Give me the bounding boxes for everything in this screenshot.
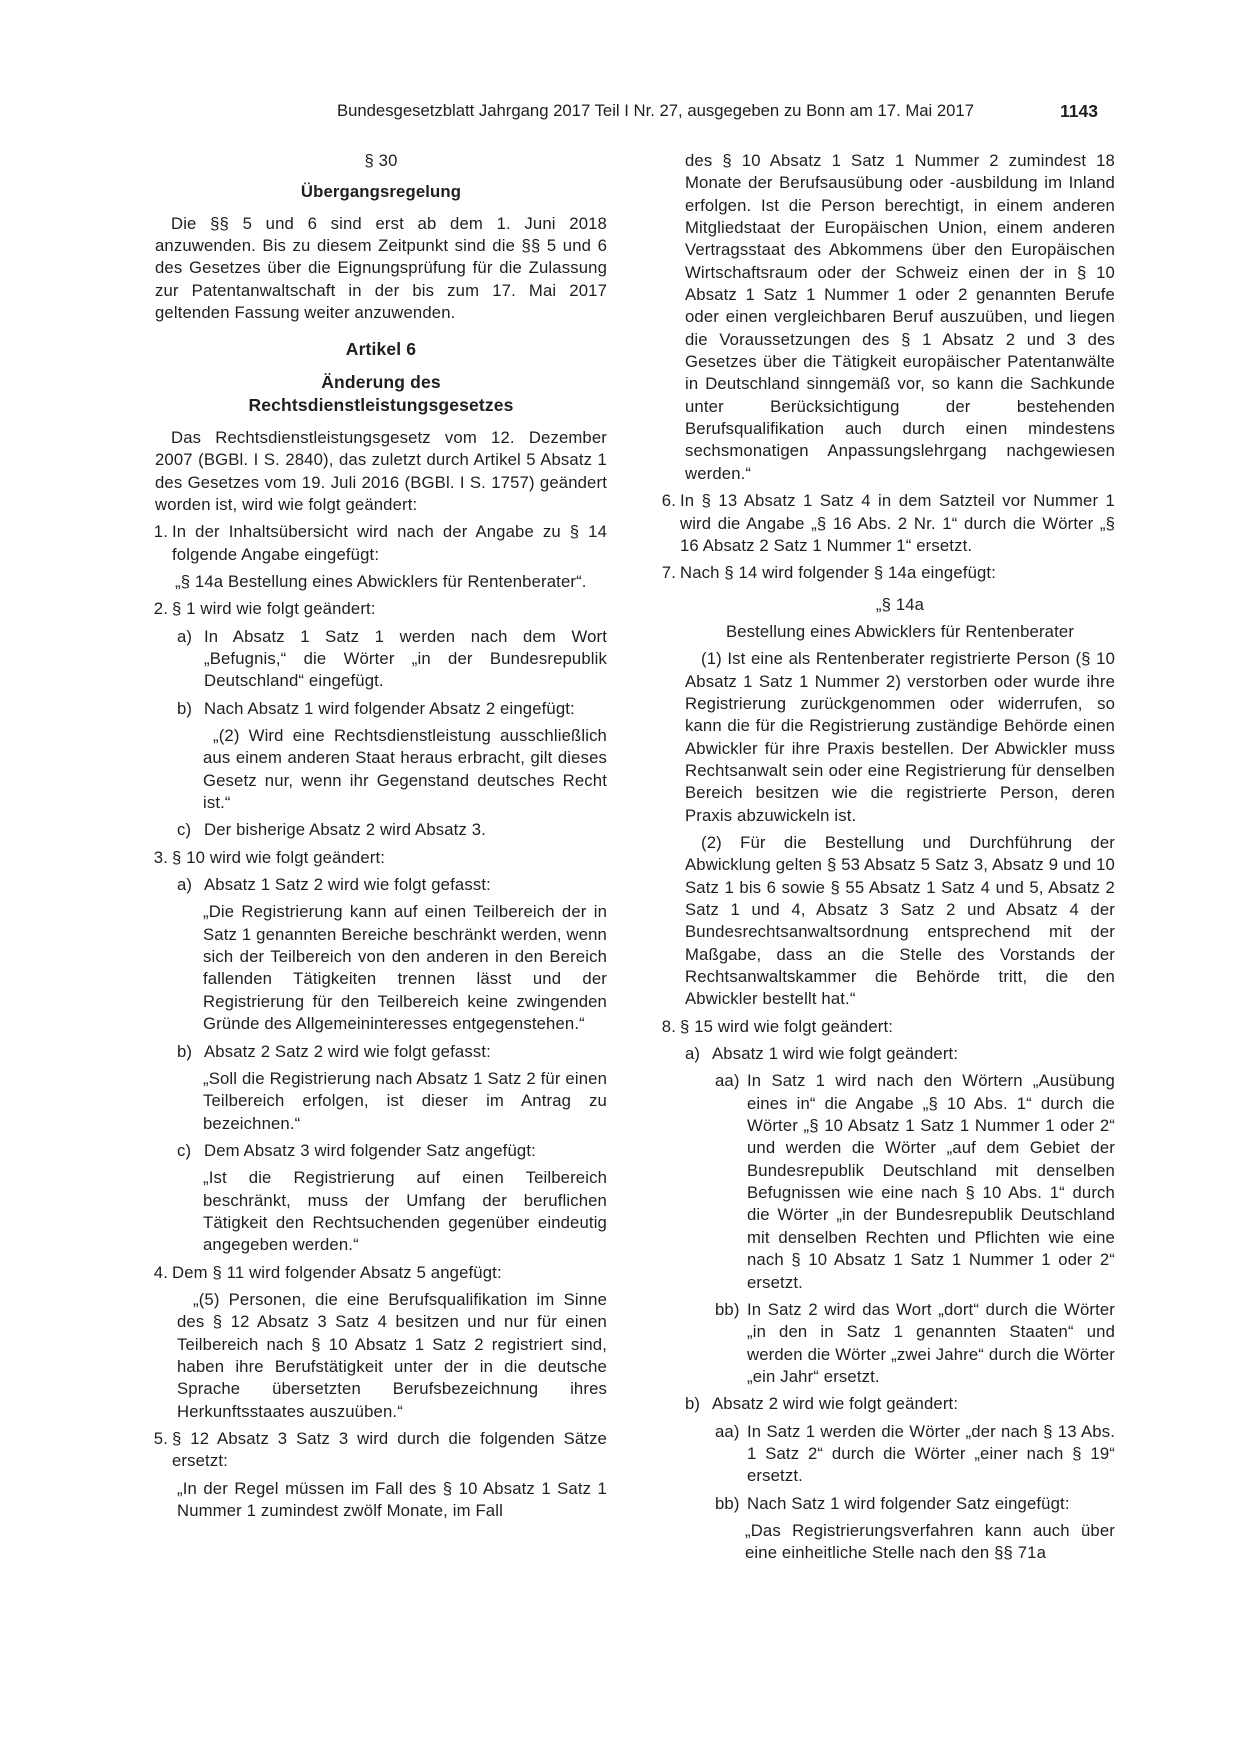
section-30-title: Übergangsregelung (300, 182, 462, 202)
item-2b-quote: „(2) Wird eine Rechtsdienstleistung ausschließlich aus einem anderen Staat heraus erbracht, gilt dieses Gesetz nur, wenn ihr Gegenstand deutsches Recht ist.“ (203, 726, 607, 813)
item-text: Dem § 11 wird folgender Absatz 5 angefügt: (172, 1262, 502, 1282)
running-head: Bundesgesetzblatt Jahrgang 2017 Teil I Nr. 27, ausgegeben zu Bonn am 17. Mai 2017 (336, 101, 974, 120)
item-text: In Satz 1 werden die Wörter „der nach § 13 Abs. 1 Satz 2“ durch die Wörter „einer nach § 19“ ersetzt. (747, 1421, 1115, 1486)
list-item-8a (663, 1043, 1115, 1065)
item-5-quote-continued: des § 10 Absatz 1 Satz 1 Nummer 2 zumindest 18 Monate der Berufsausübung oder -ausbildung im Inland erfolgen. Ist die Person berechtigt, in einem anderen Mitgliedstaat der Europäischen Union, einem anderen Vertragsstaat des Abkommens über den Europäischen Wirtschaftsraum oder der Schweiz einen der in § 10 Absatz 1 Satz 1 Nummer 1 oder 2 genannten Berufe oder einen vergleichbaren Beruf auszuüben, und liegen die Voraussetzungen des § 1 Absatz 2 und 3 des Gesetzes über die Tätigkeit europäischer Patentanwälte in Deutschland sinngemäß vor, so kann die Sachkunde unter Berücksichtigung der bestehenden Berufsqualifikation auch durch einen mindestens sechsmonatigen Anpassungslehrgang nachgewiesen werden.“ (685, 151, 1115, 483)
item-text: Nach Satz 1 wird folgender Satz eingefügt: (747, 1493, 1070, 1513)
item-letter: b) (685, 1394, 701, 1414)
item-text: In § 13 Absatz 1 Satz 4 in dem Satzteil vor Nummer 1 wird die Angabe „§ 16 Abs. 2 Nr. 1“ durch die Wörter „§ 16 Absatz 2 Satz 1 Nummer 1“ ersetzt. (680, 491, 1115, 555)
running-header (148, 100, 1098, 130)
list-item-8a-bb (663, 1299, 1115, 1388)
list-item-8 (663, 1016, 1115, 1038)
list-item-1 (155, 521, 607, 566)
article-6-title: Artikel 6 (345, 339, 417, 360)
item-number: 7. (661, 563, 676, 583)
item-number: 3. (153, 847, 168, 867)
item-sub-letter: aa) (715, 1071, 740, 1091)
list-item-6 (663, 490, 1115, 557)
item-number: 5. (153, 1429, 168, 1448)
item-3a-quote: „Die Registrierung kann auf einen Teilbereich der in Satz 1 genannten Bereiche beschränkt werden, wenn sich der Teilbereich von den anderen in den Bereich fallenden Tätigkeiten trennen lässt und der Registrierung für den Teilbereich keine zwingenden Gründe des Allgemeininteresses entgegenstehen.“ (203, 902, 607, 1034)
item-text: In der Inhaltsübersicht wird nach der Angabe zu § 14 folgende Angabe eingefügt: (172, 522, 607, 564)
list-item-3 (155, 847, 607, 869)
item-text: In Satz 1 wird nach den Wörtern „Ausübung eines in“ die Angabe „§ 10 Abs. 1“ durch die Wörter „§ 10 Absatz 1 Satz 1 Nummer 1 oder 2“ und werden die Wörter „auf dem Gebiet der Bundesrepublik Deutschland mit denselben Befugnissen wie eine nach § 10 Abs. 1“ durch die Wörter „in der Bundesrepublik Deutschland mit denselben Rechten und Pflichten wie eine nach § 10 Absatz 1 Satz 1 Nummer 1 oder 2“ ersetzt. (747, 1071, 1115, 1292)
list-item-2a (155, 626, 607, 693)
item-sub-letter: bb) (715, 1299, 740, 1319)
item-sub-letter: aa) (715, 1421, 740, 1441)
article-6-intro: Das Rechtsdienstleistungsgesetz vom 12. Dezember 2007 (BGBl. I S. 2840), das zuletzt durch Artikel 5 Absatz 1 des Gesetzes vom 19. Juli 2016 (BGBl. I S. 1757) geändert worden ist, wird wie folgt geändert: (155, 427, 607, 514)
item-letter: b) (177, 698, 193, 718)
item-5-quote: „In der Regel müssen im Fall des § 10 Absatz 1 Satz 1 Nummer 1 zumindest zwölf Monate, im Fall (177, 1478, 607, 1521)
item-number: 1. (153, 522, 168, 542)
item-letter: a) (177, 875, 193, 895)
list-item-4 (155, 1262, 607, 1284)
section-14a-para-1: (1) Ist eine als Rentenberater registrierte Person (§ 10 Absatz 1 Satz 1 Nummer 2) verstorben oder wurde ihre Registrierung zurückgenommen oder widerrufen, so kann die für die Registrierung zuständige Behörde einen Abwickler für ihre Praxis bestellen. Der Abwickler muss Rechtsanwalt sein oder eine Registrierung für denselben Bereich besitzen wie die registrierte Person, deren Praxis abzuwickeln ist. (685, 649, 1115, 825)
item-letter: c) (177, 1140, 192, 1160)
left-column (155, 150, 607, 1522)
section-30-text: Die §§ 5 und 6 sind erst ab dem 1. Juni 2018 anzuwenden. Bis zu diesem Zeitpunkt sind die §§ 5 und 6 des Gesetzes über die Eignungsprüfung für die Zulassung zur Patentanwaltschaft in der bis zum 17. Mai 2017 geltenden Fassung weiter anzuwenden. (155, 213, 607, 323)
item-3c-quote: „Ist die Registrierung auf einen Teilbereich beschränkt, muss der Umfang der beruflichen Tätigkeit den Rechtsuchenden gegenüber eindeutig angegeben werden.“ (203, 1168, 607, 1255)
page-number: 1143 (1060, 101, 1098, 121)
list-item-7 (663, 562, 1115, 584)
item-letter: a) (177, 626, 193, 646)
item-text: Absatz 1 Satz 2 wird wie folgt gefasst: (204, 875, 491, 895)
list-item-8b-aa (663, 1421, 1115, 1488)
list-item-3a (155, 874, 607, 896)
article-6-subtitle-2: Rechtsdienstleistungsgesetzes (248, 395, 514, 416)
list-item-2b (155, 698, 607, 720)
item-text: In Absatz 1 Satz 1 werden nach dem Wort „Befugnis,“ die Wörter „in der Bundesrepublik Deutschland“ eingefügt. (204, 626, 607, 691)
item-number: 6. (661, 491, 676, 511)
item-text: Der bisherige Absatz 2 wird Absatz 3. (204, 820, 486, 840)
item-text: § 12 Absatz 3 Satz 3 wird durch die folgenden Sätze ersetzt: (172, 1429, 607, 1471)
item-number: 8. (661, 1016, 676, 1036)
item-text: In Satz 2 wird das Wort „dort“ durch die Wörter „in den in Satz 1 genannten Staaten“ und werden die Wörter „zwei Jahre“ durch die Wörter „ein Jahr“ ersetzt. (747, 1299, 1115, 1386)
item-text: Dem Absatz 3 wird folgender Satz angefügt: (204, 1140, 536, 1160)
item-text: Nach Absatz 1 wird folgender Absatz 2 eingefügt: (204, 698, 575, 718)
list-item-3c (155, 1140, 607, 1162)
section-14a-sign: „§ 14a (875, 594, 925, 614)
item-letter: c) (177, 820, 192, 840)
list-item-8b-bb (663, 1493, 1115, 1515)
list-item-5 (155, 1428, 607, 1473)
item-sub-letter: bb) (715, 1493, 740, 1513)
item-text: Nach § 14 wird folgender § 14a eingefügt: (680, 563, 997, 583)
section-30-sign: § 30 (364, 151, 398, 170)
item-8b-bb-quote: „Das Registrierungsverfahren kann auch über eine einheitliche Stelle nach den §§ 71a (745, 1520, 1115, 1563)
item-number: 2. (153, 599, 168, 619)
list-item-8b (663, 1393, 1115, 1415)
item-1-quote: „§ 14a Bestellung eines Abwicklers für Rentenberater“. (175, 571, 587, 591)
article-6-subtitle-1: Änderung des (321, 371, 441, 392)
item-text: § 10 wird wie folgt geändert: (172, 847, 386, 867)
item-text: Absatz 2 wird wie folgt geändert: (712, 1394, 959, 1414)
item-4-quote: „(5) Personen, die eine Berufsqualifikation im Sinne des § 12 Absatz 3 Satz 4 besitzen und nur für einen Teilbereich nach § 10 Absatz 1 Satz 2 registriert sind, haben ihre Berufstätigkeit unter der in die deutsche Sprache übersetzten Berufsbezeichnung ihres Herkunftsstaates auszuüben.“ (177, 1289, 607, 1421)
list-item-2c (155, 819, 607, 841)
item-text: Absatz 2 Satz 2 wird wie folgt gefasst: (204, 1041, 491, 1061)
item-number: 4. (153, 1262, 168, 1282)
section-14a-para-2: (2) Für die Bestellung und Durchführung der Abwicklung gelten § 53 Absatz 5 Satz 3, Absatz 9 und 10 Satz 1 bis 6 sowie § 55 Absatz 1 Satz 4 und 5, Absatz 2 Satz 1 und 4, Absatz 3 Satz 2 und Absatz 4 der Bundesrechtsanwaltsordnung entsprechend mit der Maßgabe, dass an die Stelle des Vorstands der Rechtsanwaltskammer die Behörde tritt, die den Abwickler bestellt hat.“ (685, 832, 1115, 1009)
item-text: § 15 wird wie folgt geändert: (680, 1016, 894, 1036)
item-letter: b) (177, 1041, 193, 1061)
section-14a-title: Bestellung eines Abwicklers für Rentenberater (725, 621, 1075, 641)
item-text: Absatz 1 wird wie folgt geändert: (712, 1044, 959, 1064)
item-3b-quote: „Soll die Registrierung nach Absatz 1 Satz 2 für einen Teilbereich erfolgen, ist dieser im Antrag zu bezeichnen.“ (203, 1068, 607, 1133)
list-item-8a-aa (663, 1070, 1115, 1293)
list-item-3b (155, 1041, 607, 1063)
item-text: § 1 wird wie folgt geändert: (172, 599, 376, 619)
list-item-2 (155, 598, 607, 620)
right-column (663, 150, 1115, 1565)
item-letter: a) (685, 1044, 701, 1064)
